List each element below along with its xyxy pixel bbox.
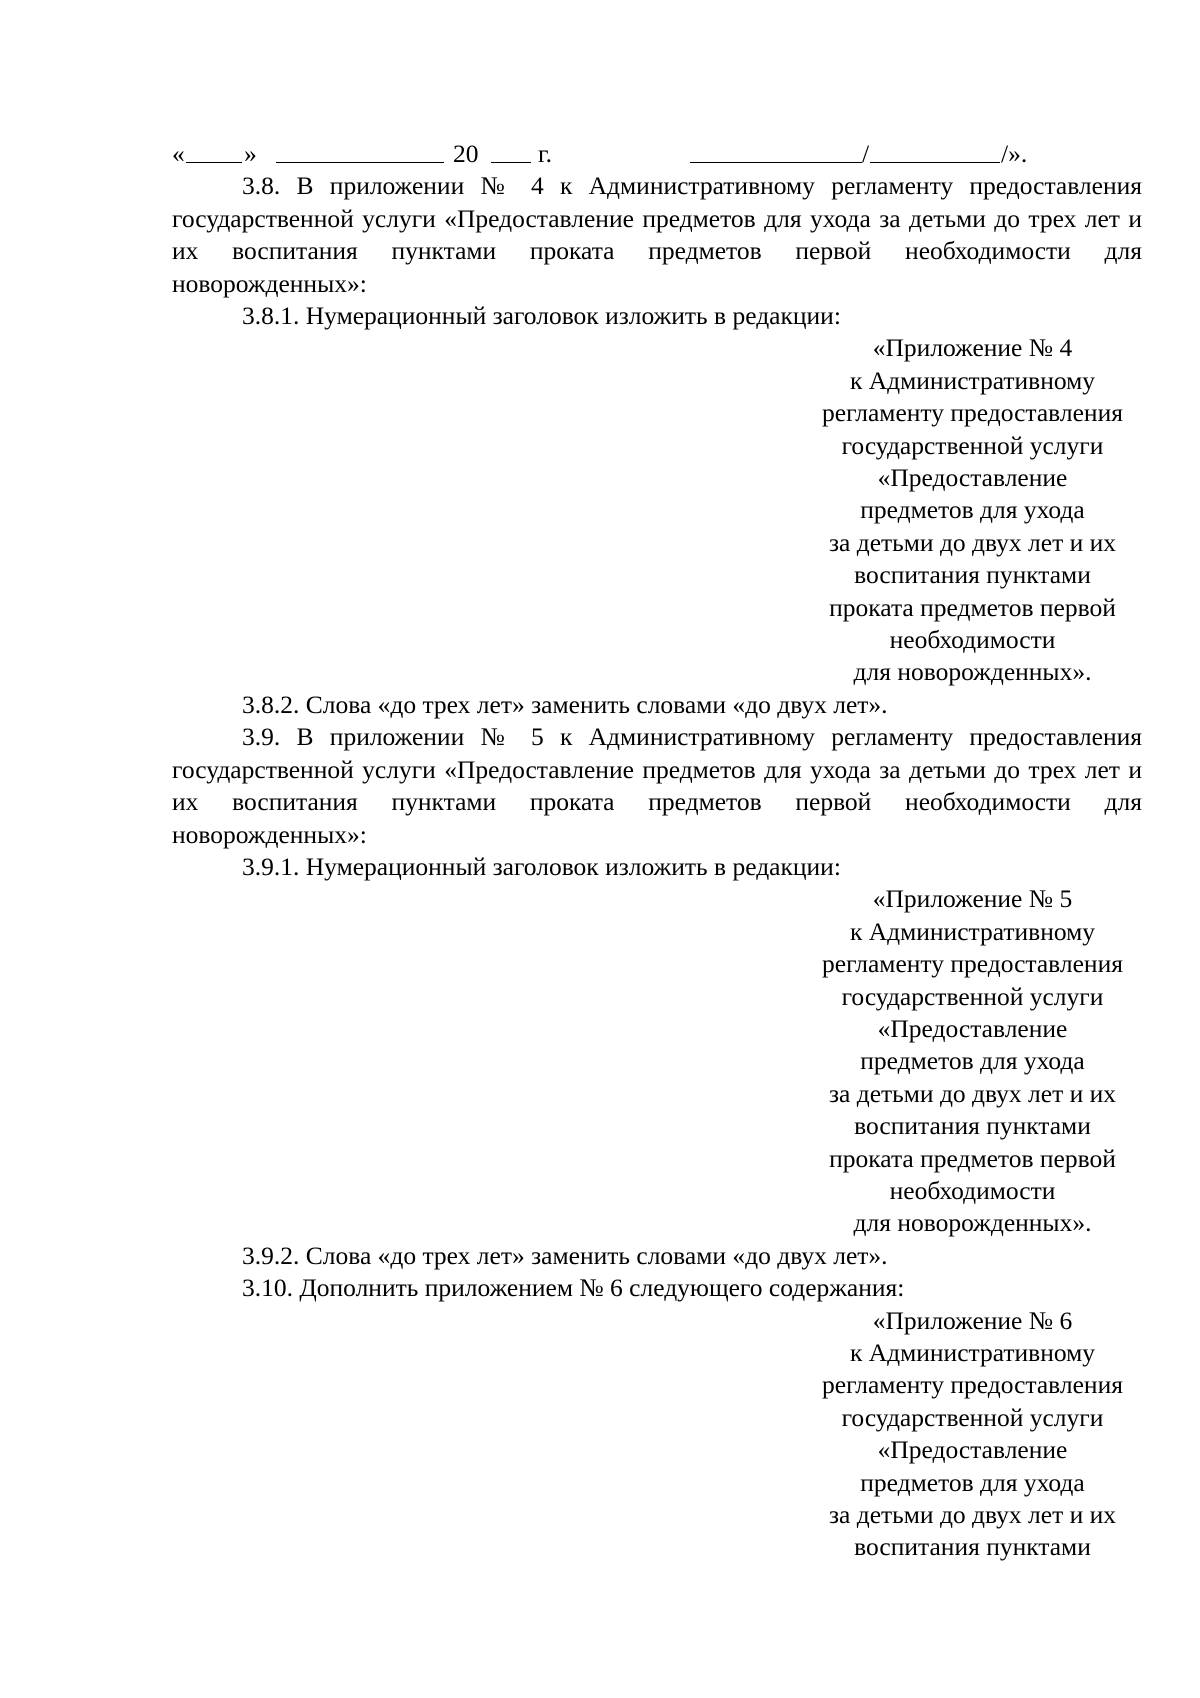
appendix-4-line: «Предоставление xyxy=(877,463,1068,493)
appendix-4-line: необходимости xyxy=(889,625,1056,655)
section-3-8-1: 3.8.1. Нумерационный заголовок изложить в редакции: xyxy=(242,301,841,331)
month-blank xyxy=(276,138,444,171)
section-3-9-intro: 3.9. В приложении № 5 к Административному регламенту предоставления государственной услуги «Предоставление предметов для ухода за детьми до трех лет и их воспитания пунктами проката предметов первой необходимости для новорожденных»: xyxy=(172,722,1142,849)
appendix-4-line: к Административному xyxy=(849,365,1096,395)
appendix-5-line: необходимости xyxy=(889,1175,1056,1205)
appendix-5-line: за детьми до двух лет и их xyxy=(828,1078,1117,1108)
appendix-6-line: «Предоставление xyxy=(877,1435,1068,1465)
year-prefix: 20 xyxy=(453,139,479,168)
appendix-5-line: государственной услуги xyxy=(841,981,1104,1011)
document-page xyxy=(172,138,1142,1564)
appendix-5-line: проката предметов первой xyxy=(829,1143,1116,1173)
date-ending: /». xyxy=(1001,139,1028,168)
day-blank xyxy=(186,138,242,171)
appendix-4-line: воспитания пунктами xyxy=(854,560,1091,590)
appendix-5-line: для новорожденных». xyxy=(853,1208,1092,1238)
appendix-6-line: регламенту предоставления xyxy=(822,1370,1123,1400)
appendix-4-line: для новорожденных». xyxy=(853,657,1092,687)
section-3-9-2: 3.9.2. Слова «до трех лет» заменить словами «до двух лет». xyxy=(242,1240,888,1270)
appendix-5-line: «Предоставление xyxy=(877,1013,1068,1043)
appendix-4-line: регламенту предоставления xyxy=(822,398,1123,428)
appendix-5-line: регламенту предоставления xyxy=(822,949,1123,979)
appendix-4-line: проката предметов первой xyxy=(829,592,1116,622)
date-close-quote: » xyxy=(244,139,257,168)
section-3-9-1: 3.9.1. Нумерационный заголовок изложить в редакции: xyxy=(242,851,841,881)
appendix-6-line: государственной услуги xyxy=(841,1402,1104,1432)
appendix-5-line: предметов для ухода xyxy=(860,1046,1085,1076)
year-blank xyxy=(491,138,531,171)
appendix-6-line: предметов для ухода xyxy=(860,1467,1085,1497)
section-3-8-2: 3.8.2. Слова «до трех лет» заменить словами «до двух лет». xyxy=(242,689,888,719)
date-signature-line xyxy=(172,138,1142,170)
name-blank xyxy=(870,138,1000,171)
appendix-6-heading xyxy=(800,1305,1145,1564)
appendix-4-line: предметов для ухода xyxy=(860,495,1085,525)
appendix-6-line: воспитания пунктами xyxy=(854,1532,1091,1562)
appendix-5-line: воспитания пунктами xyxy=(854,1111,1091,1141)
appendix-6-line: за детьми до двух лет и их xyxy=(828,1500,1117,1530)
signature-blank xyxy=(690,138,862,171)
appendix-5-line: «Приложение № 5 xyxy=(872,884,1073,914)
section-3-8-intro: 3.8. В приложении № 4 к Административному регламенту предоставления государственной услуги «Предоставление предметов для ухода за детьми до трех лет и их воспитания пунктами проката предметов первой необходимости для новорожденных»: xyxy=(172,171,1142,298)
year-suffix: г. xyxy=(538,139,552,168)
appendix-4-line: государственной услуги xyxy=(841,430,1104,460)
appendix-4-heading xyxy=(800,332,1145,688)
appendix-5-heading xyxy=(800,883,1145,1239)
appendix-6-line: «Приложение № 6 xyxy=(872,1305,1073,1335)
appendix-6-line: к Административному xyxy=(849,1338,1096,1368)
section-3-10: 3.10. Дополнить приложением № 6 следующего содержания: xyxy=(242,1273,905,1303)
signature-slash: / xyxy=(862,139,870,168)
date-open-quote: « xyxy=(172,139,185,168)
appendix-4-line: за детьми до двух лет и их xyxy=(828,527,1117,557)
appendix-5-line: к Административному xyxy=(849,916,1096,946)
appendix-4-line: «Приложение № 4 xyxy=(872,333,1073,363)
